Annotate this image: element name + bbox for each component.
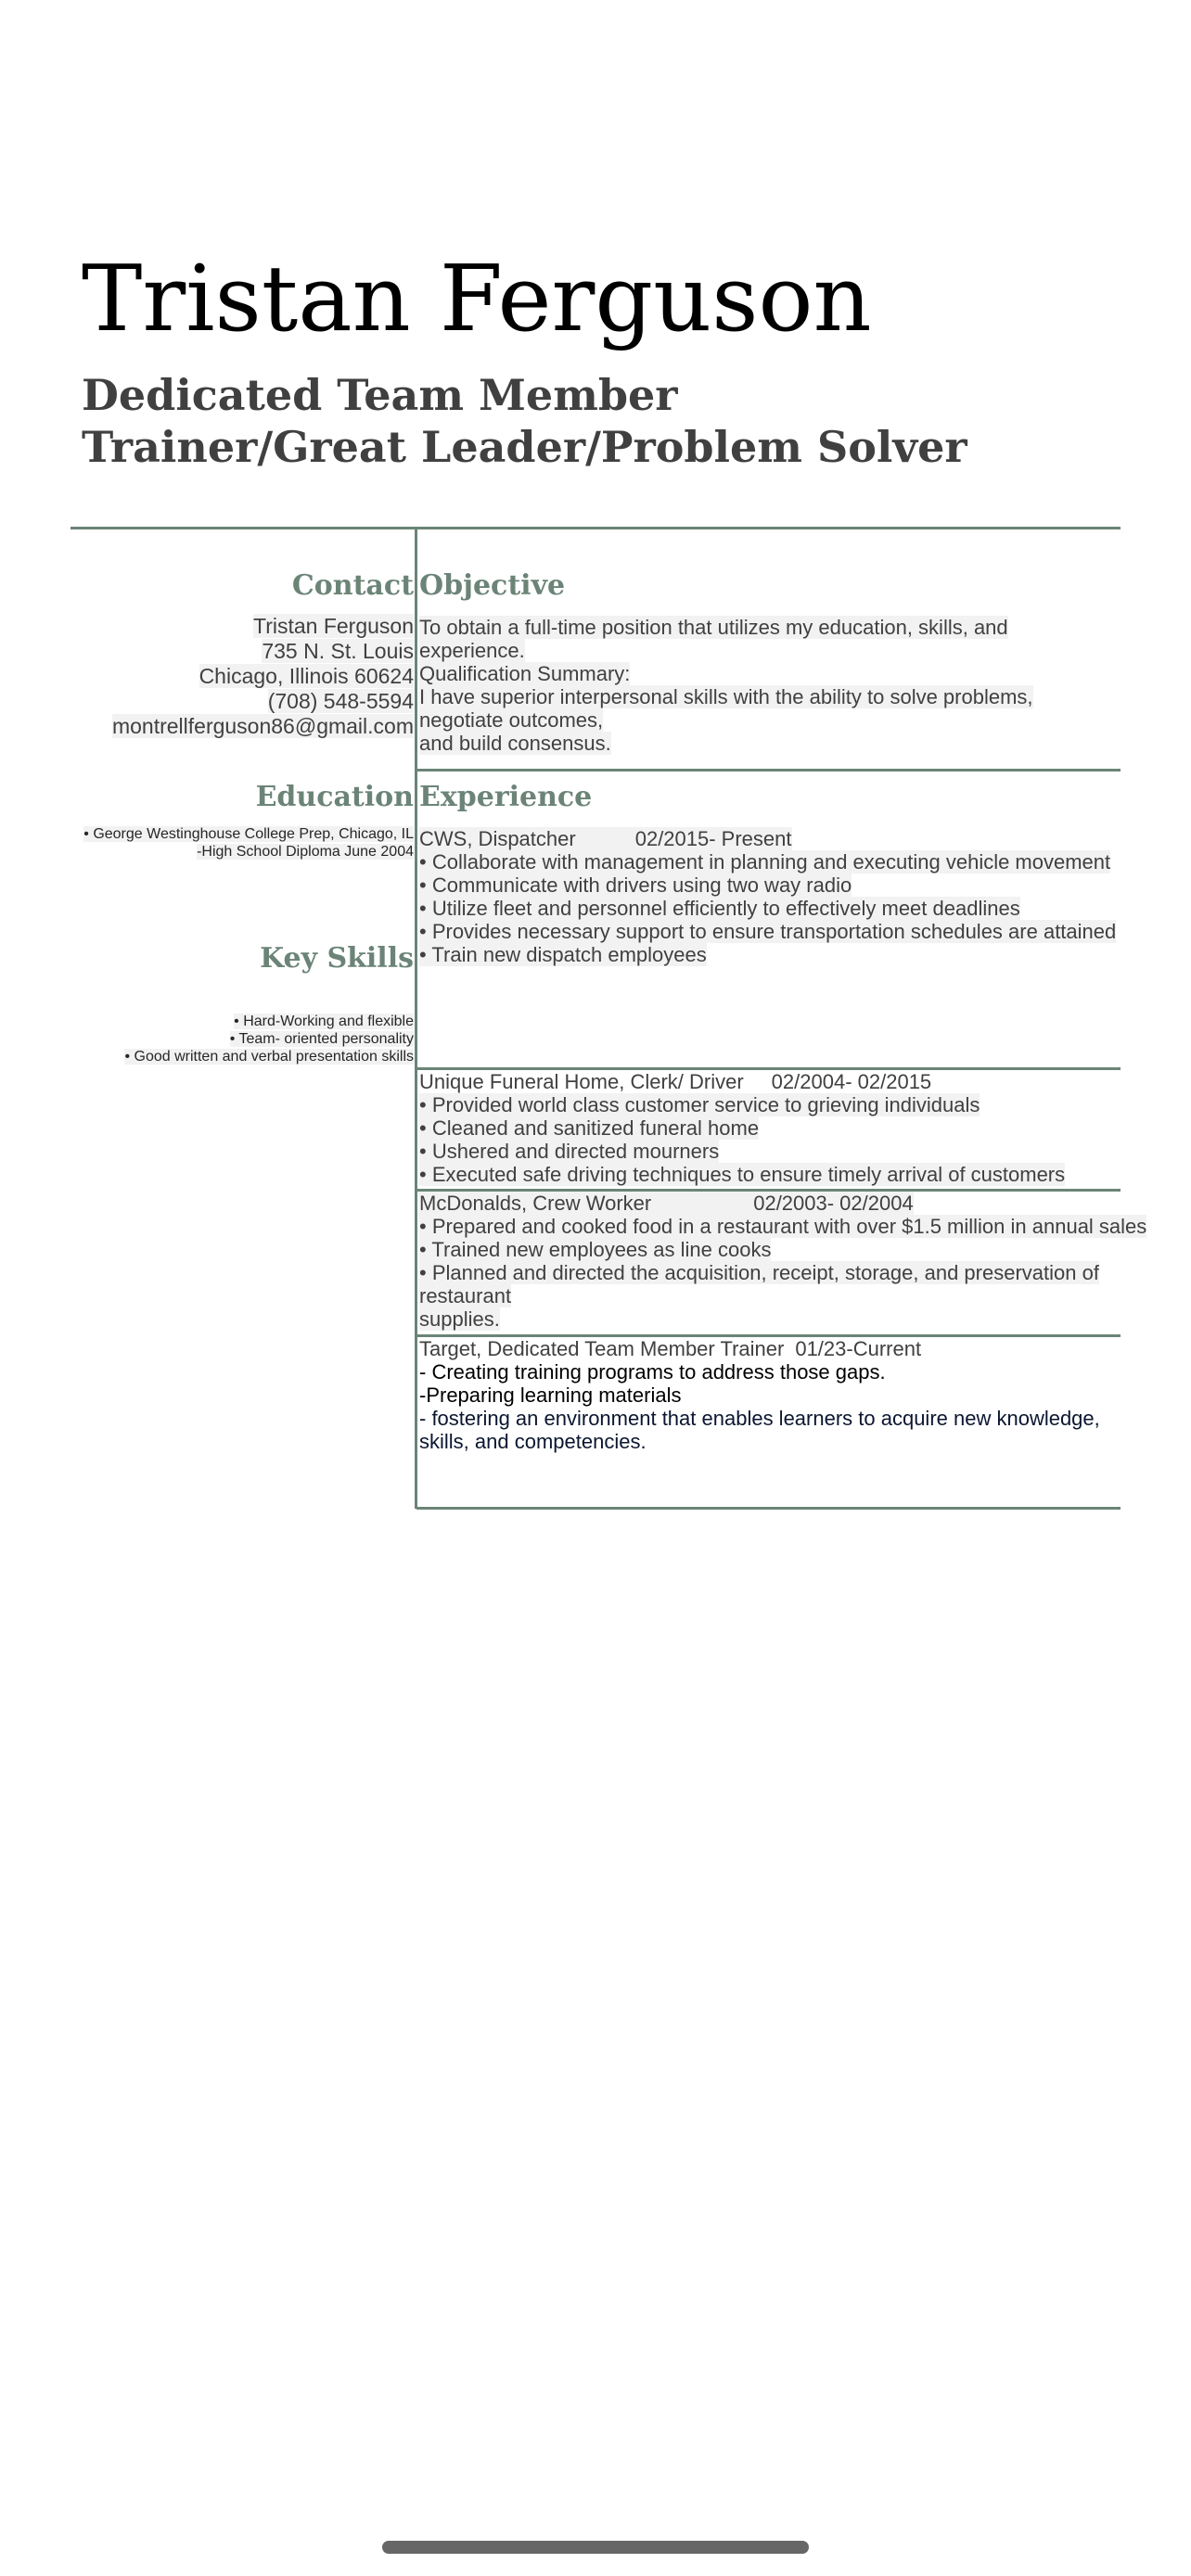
objective-line: and build consensus. <box>419 732 611 755</box>
education-diploma: -High School Diploma June 2004 <box>197 844 414 860</box>
job-bullet: • Planned and directed the acquisition, receipt, storage, and preservation of <box>419 1261 1099 1284</box>
job-bullet: • Utilize fleet and personnel efficiently to effectively meet deadlines <box>419 897 1020 920</box>
job-entry <box>419 1337 1124 1453</box>
resume-tagline <box>82 369 967 473</box>
contact-block <box>112 614 414 739</box>
job-bullet: restaurant <box>419 1284 512 1307</box>
job-bullet: supplies. <box>419 1307 500 1331</box>
experience-heading: Experience <box>419 781 593 813</box>
tagline-line: Dedicated Team Member <box>82 370 678 420</box>
skills-block <box>124 1013 414 1065</box>
job-bullet: • Collaborate with management in planning and executing vehicle movement <box>419 850 1111 874</box>
job-header <box>419 1192 1124 1215</box>
job-dates: 01/23-Current <box>795 1337 922 1360</box>
objective-heading: Objective <box>419 569 566 602</box>
job-dates: 02/2004- 02/2015 <box>771 1070 932 1093</box>
contact-phone: (708) 548-5594 <box>267 689 414 713</box>
job-bullet: • Ushered and directed mourners <box>419 1140 720 1163</box>
job-bullet: -Preparing learning materials <box>419 1384 682 1407</box>
skill-item: • Team- oriented personality <box>229 1031 414 1047</box>
job-dates: 02/2015- Present <box>634 827 792 850</box>
section-divider <box>416 1507 1121 1510</box>
job-entry <box>419 827 1124 966</box>
resume-name: Tristan Ferguson <box>82 247 872 352</box>
job-bullet: • Cleaned and sanitized funeral home <box>419 1116 760 1140</box>
job-dates: 02/2003- 02/2004 <box>753 1192 914 1215</box>
column-divider <box>415 529 417 1509</box>
job-entry <box>419 1070 1124 1186</box>
job-bullet: • Prepared and cooked food in a restaurant with over $1.5 million in annual sales <box>419 1215 1147 1238</box>
job-header <box>419 1070 1124 1093</box>
job-bullet: • Provides necessary support to ensure transportation schedules are attained <box>419 920 1117 943</box>
job-bullet: - fostering an environment that enables learners to acquire new knowledge, <box>419 1407 1100 1430</box>
home-indicator[interactable] <box>382 2541 809 2554</box>
skill-item: • Hard-Working and flexible <box>234 1014 414 1029</box>
contact-name: Tristan Ferguson <box>253 614 414 638</box>
job-header <box>419 827 1124 850</box>
contact-city: Chicago, Illinois 60624 <box>198 664 414 688</box>
objective-line: negotiate outcomes, <box>419 708 604 732</box>
education-block <box>24 825 414 861</box>
job-bullet: • Provided world class customer service to grieving individuals <box>419 1093 980 1116</box>
job-title: Unique Funeral Home, Clerk/ Driver <box>419 1070 744 1093</box>
skill-item: • Good written and verbal presentation skills <box>124 1049 414 1065</box>
objective-line: I have superior interpersonal skills with the ability to solve problems, <box>419 685 1033 708</box>
job-bullet: skills, and competencies. <box>419 1430 647 1453</box>
objective-block <box>419 616 1124 755</box>
job-bullet: • Trained new employees as line cooks <box>419 1238 772 1261</box>
job-bullet: - Creating training programs to address those gaps. <box>419 1360 886 1384</box>
job-bullet: • Train new dispatch employees <box>419 943 707 966</box>
contact-street: 735 N. St. Louis <box>262 639 414 663</box>
job-title: CWS, Dispatcher <box>419 827 576 850</box>
header-divider <box>70 527 1121 529</box>
tagline-line: Trainer/Great Leader/Problem Solver <box>82 422 967 472</box>
job-bullet: • Communicate with drivers using two way radio <box>419 874 852 897</box>
section-divider <box>416 769 1121 772</box>
qualification-heading: Qualification Summary: <box>419 662 631 685</box>
job-title: McDonalds, Crew Worker <box>419 1192 652 1215</box>
job-header <box>419 1337 1124 1360</box>
education-heading: Education <box>255 781 414 813</box>
job-entry <box>419 1192 1147 1331</box>
contact-email: montrellferguson86@gmail.com <box>111 714 414 738</box>
job-bullet: • Executed safe driving techniques to ensure timely arrival of customers <box>419 1163 1066 1186</box>
skills-heading: Key Skills <box>260 942 414 975</box>
education-school: • George Westinghouse College Prep, Chicago, IL <box>83 826 414 842</box>
contact-heading: Contact <box>291 569 414 602</box>
objective-line: To obtain a full-time position that utilizes my education, skills, and <box>419 616 1008 639</box>
job-title: Target, Dedicated Team Member Trainer <box>419 1337 785 1360</box>
objective-line: experience. <box>419 639 525 662</box>
